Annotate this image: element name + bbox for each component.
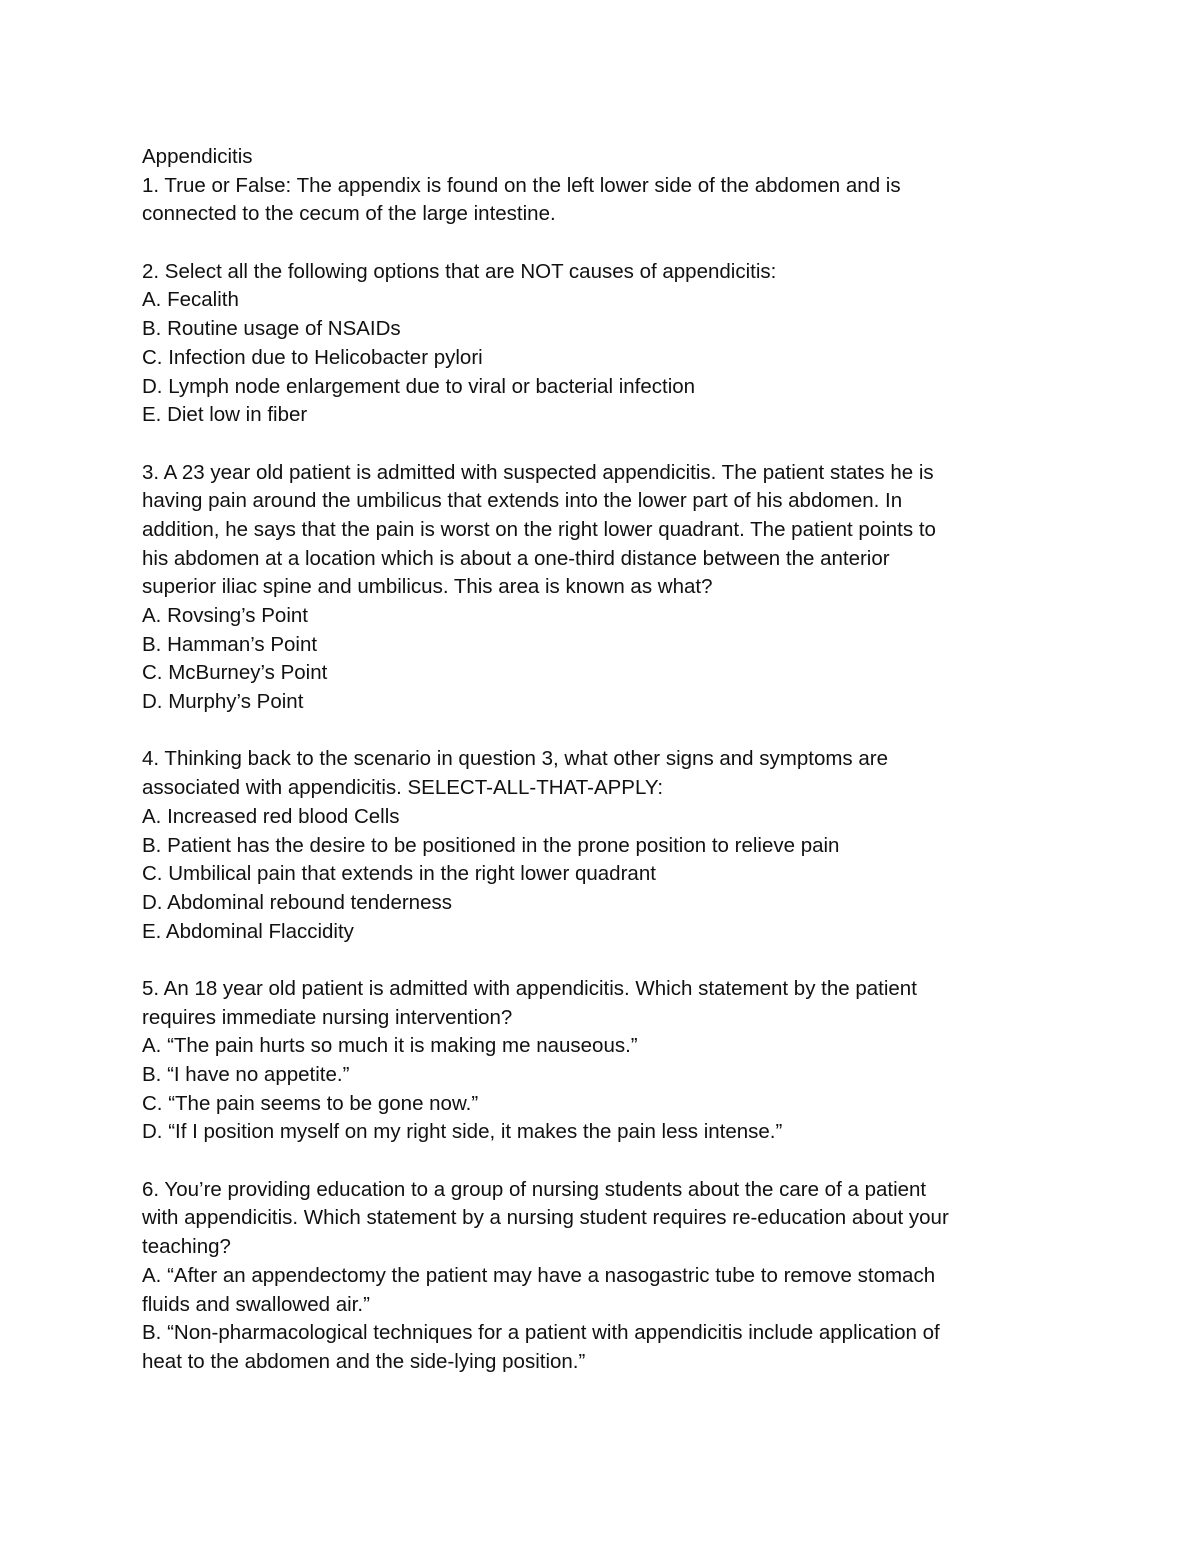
answer-option: A. Fecalith bbox=[142, 288, 239, 312]
question-text-line: having pain around the umbilicus that extends into the lower part of his abdomen. In bbox=[142, 489, 903, 513]
answer-option: B. “Non-pharmacological techniques for a patient with appendicitis include application of bbox=[142, 1321, 940, 1345]
answer-option: B. Hamman’s Point bbox=[142, 632, 318, 656]
question-text-line: 5. An 18 year old patient is admitted with appendicitis. Which statement by the patient bbox=[142, 976, 917, 1000]
answer-option: B. “I have no appetite.” bbox=[142, 1063, 350, 1086]
question-text-line: teaching? bbox=[142, 1235, 231, 1259]
answer-option: A. “The pain hurts so much it is making me nauseous.” bbox=[142, 1034, 638, 1058]
question-3 bbox=[142, 459, 1062, 717]
paragraph-gap bbox=[142, 1147, 1062, 1176]
question-4 bbox=[142, 745, 1062, 946]
answer-option: C. Umbilical pain that extends in the right lower quadrant bbox=[142, 862, 656, 886]
question-text-line: 6. You’re providing education to a group of nursing students about the care of a patient bbox=[142, 1177, 927, 1201]
paragraph-gap bbox=[142, 229, 1062, 258]
answer-option: C. Infection due to Helicobacter pylori bbox=[142, 345, 483, 369]
question-2 bbox=[142, 258, 1062, 430]
question-text-line: 4. Thinking back to the scenario in question 3, what other signs and symptoms are bbox=[142, 747, 889, 771]
answer-option: D. Lymph node enlargement due to viral or bacterial infection bbox=[142, 374, 696, 398]
question-text-line: superior iliac spine and umbilicus. This area is known as what? bbox=[142, 575, 713, 599]
answer-option: fluids and swallowed air.” bbox=[142, 1292, 370, 1316]
answer-option: B. Routine usage of NSAIDs bbox=[142, 317, 401, 341]
paragraph-gap bbox=[142, 430, 1062, 459]
question-text-line: connected to the cecum of the large intestine. bbox=[142, 202, 556, 226]
paragraph-gap bbox=[142, 717, 1062, 746]
answer-option: D. Murphy’s Point bbox=[142, 690, 304, 714]
question-text-line: with appendicitis. Which statement by a nursing student requires re-education about your bbox=[142, 1206, 949, 1230]
question-text-line: 1. True or False: The appendix is found on the left lower side of the abdomen and is bbox=[142, 173, 901, 197]
question-text-line: addition, he says that the pain is worst on the right lower quadrant. The patient points to bbox=[142, 517, 936, 541]
document-title: Appendicitis bbox=[142, 145, 253, 168]
answer-option: C. “The pain seems to be gone now.” bbox=[142, 1091, 479, 1115]
answer-option: A. Increased red blood Cells bbox=[142, 804, 400, 828]
answer-option: heat to the abdomen and the side-lying position.” bbox=[142, 1349, 586, 1373]
answer-option: B. Patient has the desire to be positioned in the prone position to relieve pain bbox=[142, 833, 840, 857]
answer-option: A. Rovsing’s Point bbox=[142, 604, 308, 627]
answer-option: D. Abdominal rebound tenderness bbox=[142, 890, 452, 914]
document-body bbox=[142, 143, 1062, 1377]
answer-option: A. “After an appendectomy the patient may have a nasogastric tube to remove stomach bbox=[142, 1263, 936, 1287]
answer-option: E. Diet low in fiber bbox=[142, 403, 308, 427]
answer-option: D. “If I position myself on my right side, it makes the pain less intense.” bbox=[142, 1120, 783, 1144]
paragraph-gap bbox=[142, 946, 1062, 975]
question-text-line: associated with appendicitis. SELECT-ALL-THAT-APPLY: bbox=[142, 776, 664, 800]
question-text-line: 2. Select all the following options that are NOT causes of appendicitis: bbox=[142, 259, 777, 283]
question-text-line: 3. A 23 year old patient is admitted with suspected appendicitis. The patient states he is bbox=[142, 460, 934, 484]
question-5 bbox=[142, 975, 1062, 1147]
question-text-line: his abdomen at a location which is about a one-third distance between the anterior bbox=[142, 546, 890, 570]
answer-option: E. Abdominal Flaccidity bbox=[142, 919, 354, 943]
question-text-line: requires immediate nursing intervention? bbox=[142, 1005, 513, 1029]
question-6 bbox=[142, 1176, 1062, 1377]
question-1 bbox=[142, 172, 1062, 229]
answer-option: C. McBurney’s Point bbox=[142, 661, 328, 685]
